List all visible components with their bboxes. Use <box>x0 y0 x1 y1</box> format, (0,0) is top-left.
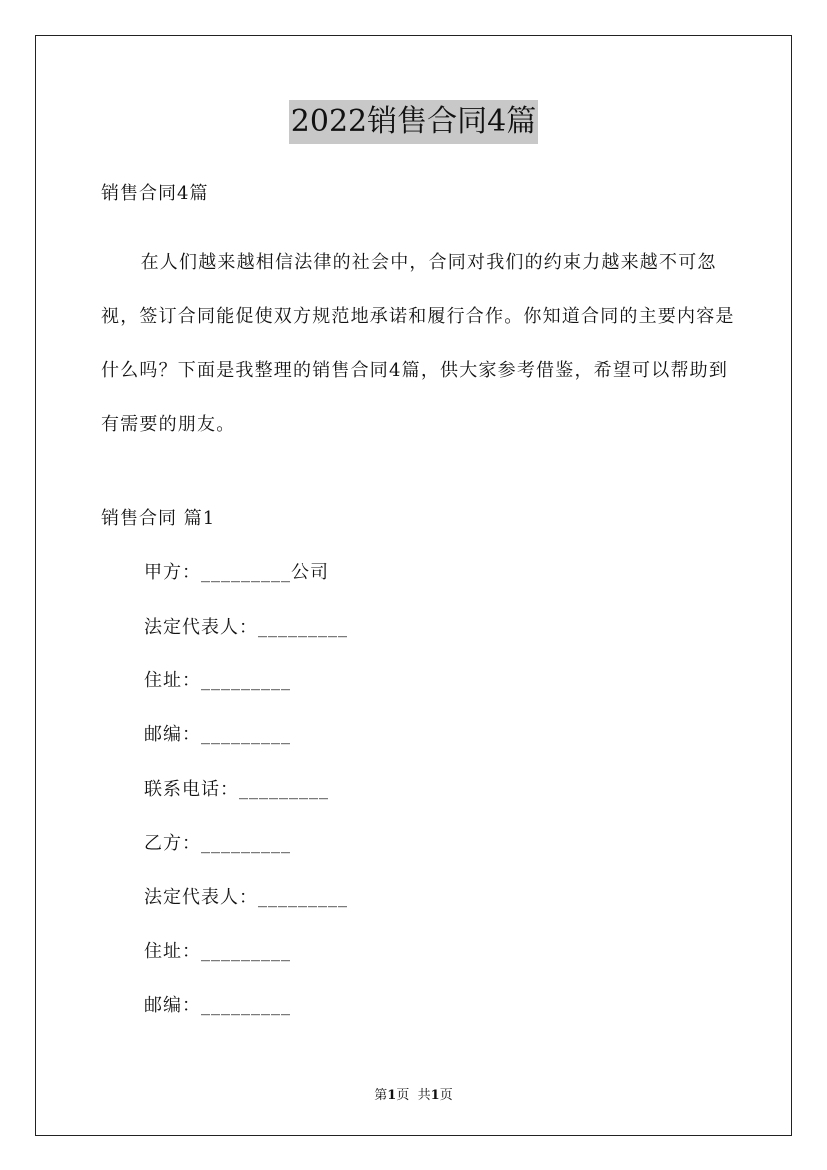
intro-paragraph <box>101 236 741 452</box>
field-blank: _________ <box>201 941 291 962</box>
field-blank: _________ <box>201 833 291 854</box>
field-label: 乙方： <box>144 833 201 854</box>
field-party-b <box>144 832 291 856</box>
field-blank: _________ <box>201 562 291 583</box>
field-blank: _________ <box>239 779 329 800</box>
field-legal-rep-b <box>144 886 348 910</box>
field-suffix: 公司 <box>291 562 329 583</box>
field-blank: _________ <box>258 617 348 638</box>
title-container <box>0 100 827 144</box>
document-subtitle: 销售合同4篇 <box>101 183 209 204</box>
field-party-a <box>144 561 329 585</box>
footer-page-number: 1 <box>387 1088 397 1103</box>
field-label: 邮编： <box>144 995 201 1016</box>
section-heading: 销售合同 篇1 <box>101 508 216 529</box>
field-postcode-b <box>144 994 291 1018</box>
field-postcode-a <box>144 723 291 747</box>
page-footer <box>0 1084 827 1103</box>
field-blank: _________ <box>201 995 291 1016</box>
field-label: 邮编： <box>144 724 201 745</box>
field-blank: _________ <box>201 670 291 691</box>
footer-page-prefix: 第 <box>374 1088 388 1103</box>
intro-text: 在人们越来越相信法律的社会中，合同对我们的约束力越来越不可忽视，签订合同能促使双方规范地承诺和履行合作。你知道合同的主要内容是什么吗？下面是我整理的销售合同4篇，供大家参考借鉴，希望可以帮助到有需要的朋友。 <box>101 252 735 435</box>
field-blank: _________ <box>201 724 291 745</box>
document-title: 2022销售合同4篇 <box>289 100 538 144</box>
field-label: 住址： <box>144 941 201 962</box>
field-label: 法定代表人： <box>144 887 258 908</box>
field-blank: _________ <box>258 887 348 908</box>
field-phone-a <box>144 778 329 802</box>
footer-page-suffix: 页 <box>396 1088 410 1103</box>
field-legal-rep-a <box>144 616 348 640</box>
field-label: 甲方： <box>144 562 201 583</box>
footer-total-suffix: 页 <box>439 1088 453 1103</box>
field-address-a <box>144 669 291 693</box>
field-label: 联系电话： <box>144 779 239 800</box>
footer-total-prefix: 共 <box>417 1088 431 1103</box>
field-address-b <box>144 940 291 964</box>
footer-total-number: 1 <box>430 1088 440 1103</box>
field-label: 法定代表人： <box>144 617 258 638</box>
field-label: 住址： <box>144 670 201 691</box>
